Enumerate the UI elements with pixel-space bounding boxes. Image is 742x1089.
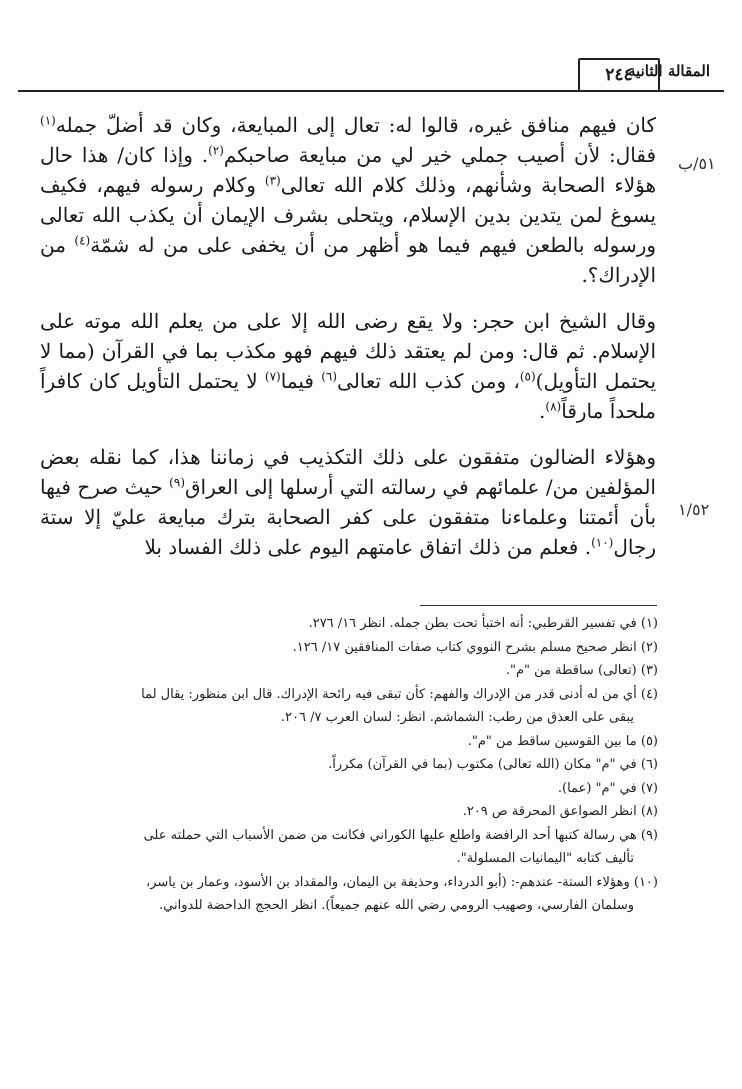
footnote: (٢) انظر صحيح مسلم بشرح النووي كتاب صفات المنافقين ١٧/ ١٢٦. xyxy=(292,639,658,655)
margin-folio-note: ٥١/ب xyxy=(678,154,716,173)
paragraph: كان فيهم منافق غيره، قالوا له: تعال إلى المبايعة، وكان قد أضلّ جمله$^{(١)}$ فقال: لأن أصيب جملي خير لي من مبايعة صاحبكم$^{(٢)}$. وإذا كان/ هذا حال هؤلاء الصحابة وشأنهم، وذلك كلام الله تعالى$^{(٣)}$ وكلام رسوله فيهم، فكيف يسوغ لمن يتدين بدين الإسلام، ويتحلى بشرف الإيمان أن يكذب الله تعالى ورسوله بالطعن فيهم فيما هو أظهر من أن يخفى على من له شمّة$^{(٤)}$ من الإدراك؟. xyxy=(40,113,657,287)
paragraph: وقال الشيخ ابن حجر: ولا يقع رضى الله إلا على من يعلم الله موته على الإسلام. ثم قال: ومن لم يعتقد ذلك فيهم فهو مكذب بما في القرآن (مما لا يحتمل التأويل)$^{(٥)}$، ومن كذب الله تعالى$^{(٦)}$ فيما$^{(٧)}$ لا يحتمل التأويل كان كافراً ملحداً مارقاً$^{(٨)}$. xyxy=(40,309,657,423)
page-number: ٢٤٤ xyxy=(578,58,660,92)
footnote-separator xyxy=(420,605,657,606)
footnote-ref[interactable]: (٤) xyxy=(74,233,91,248)
footnote: (١٠) وهؤلاء الستة- عندهم-: (أبو الدرداء، وحذيفة بن اليمان، والمقداد بن الأسود، وعمار بن ياسر، xyxy=(146,874,658,890)
footnote: (٨) انظر الصواعق المحرقة ص ٢٠٩. xyxy=(462,804,658,819)
margin-folio-note: ١/٥٢ xyxy=(678,500,710,519)
footnote-ref[interactable]: (١) xyxy=(40,113,56,128)
footnote-ref[interactable]: (٢) xyxy=(208,143,224,158)
footnote-ref[interactable]: (٩) xyxy=(169,475,185,490)
footnote-ref[interactable]: (٥) xyxy=(519,369,536,384)
main-text xyxy=(40,110,656,578)
footnote-continuation: تأليف كتابه "اليمانيات المسلولة". xyxy=(456,851,634,866)
footnotes xyxy=(40,612,658,918)
section-title: المقالة الثانية xyxy=(628,62,710,80)
footnote: (٦) في "م" مكان (الله تعالى) مكتوب (بما في القرآن) مكرراً. xyxy=(328,757,658,772)
footnote-ref[interactable]: (١٠) xyxy=(591,535,614,550)
footnote: (٥) ما بين القوسين ساقط من "م". xyxy=(467,733,658,749)
footnote: (٤) أي من له أدنى قدر من الإدراك والفهم: كأن تبقى فيه رائحة الإدراك. قال ابن منظور: يقال لما xyxy=(141,686,658,702)
footnote-ref[interactable]: (٦) xyxy=(321,369,338,384)
header-rule xyxy=(18,90,724,92)
footnote: (٩) هي رسالة كتبها أحد الرافضة واطلع عليها الكوراني فكانت من ضمن الأسباب التي حملته على xyxy=(143,827,658,843)
footnote-continuation: يبقى على العذق من رطب: الشماشم. انظر: لسان العرب ٧/ ٢٠٦. xyxy=(280,710,634,725)
footnote-ref[interactable]: (٨) xyxy=(545,399,562,414)
footnote: (٣) (تعالى) ساقطة من "م". xyxy=(505,663,658,678)
footnote: (٧) في "م" (عما). xyxy=(557,780,658,796)
footnote-ref[interactable]: (٣) xyxy=(264,173,281,188)
footnote: (١) في تفسير القرطبي: أنه اختبأ تحت بطن جمله. انظر ١٦/ ٢٧٦. xyxy=(308,616,658,631)
footnote-continuation: وسلمان الفارسي، وصهيب الرومي رضي الله عنهم جميعاً). انظر الحجج الداحضة للدواني. xyxy=(159,898,634,913)
footnote-ref[interactable]: (٧) xyxy=(264,369,281,384)
page-header xyxy=(18,52,724,92)
paragraph: وهؤلاء الضالون متفقون على ذلك التكذيب في زماننا هذا، كما نقله بعض المؤلفين من/ علمائهم في رسالته التي أرسلها إلى العراق$^{(٩)}$ حيث صرح فيها بأن أئمتنا وعلماءنا متفقون على كفر الصحابة بترك مبايعة عليّ إلا ستة رجال$^{(١٠)}$. فعلم من ذلك اتفاق عامتهم اليوم على ذلك الفساد بلا xyxy=(40,445,657,559)
